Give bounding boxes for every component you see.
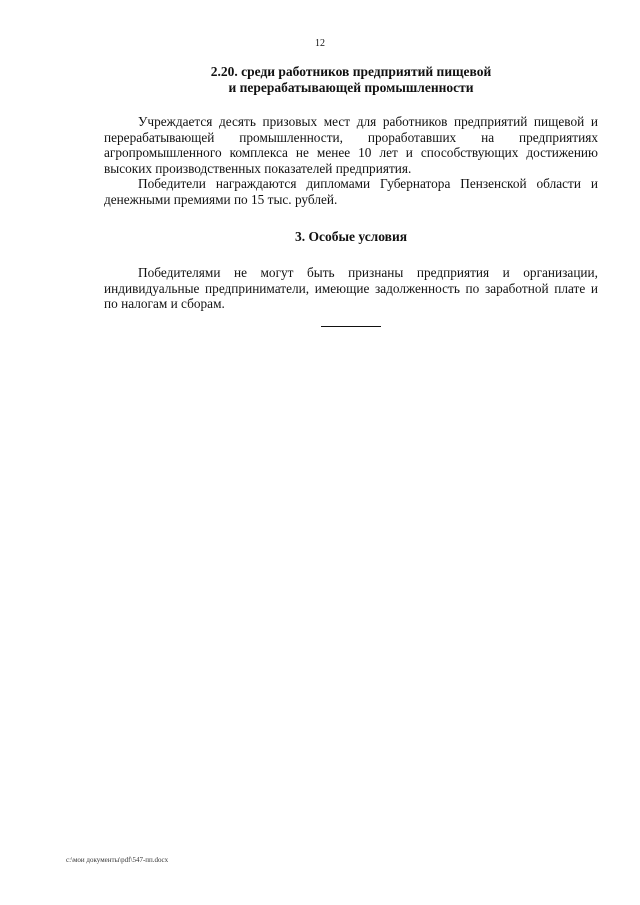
section-heading-3: 3. Особые условия [294, 229, 408, 244]
footer-file-path: c:\мои документы\pdf\547-пп.docx [66, 856, 169, 864]
section-heading-2-20 [104, 64, 598, 96]
section-3-paragraph-1: Победителями не могут быть признаны предприятия и организации, индивидуальные предприниматели, имеющие задолженность по заработной плате и по налогам и сборам. [104, 265, 598, 311]
section-2-20-paragraph-1: Учреждается десять призовых мест для работников предприятий пищевой и перерабатывающей промышленности, проработавших на предприятиях агропромышленного комплекса не менее 10 лет и способствующих достижению высоких производственных показателей предприятия. [104, 114, 598, 176]
section-heading-2-20-line-2: и перерабатывающей промышленности [228, 80, 474, 95]
closing-rule [321, 326, 381, 327]
document-body [104, 64, 598, 327]
page-number: 12 [315, 38, 325, 49]
section-heading-2-20-line-1: 2.20. среди работников предприятий пищевой [210, 64, 492, 79]
section-2-20-paragraph-2: Победители награждаются дипломами Губернатора Пензенской области и денежными премиями по 15 тыс. рублей. [104, 176, 598, 207]
